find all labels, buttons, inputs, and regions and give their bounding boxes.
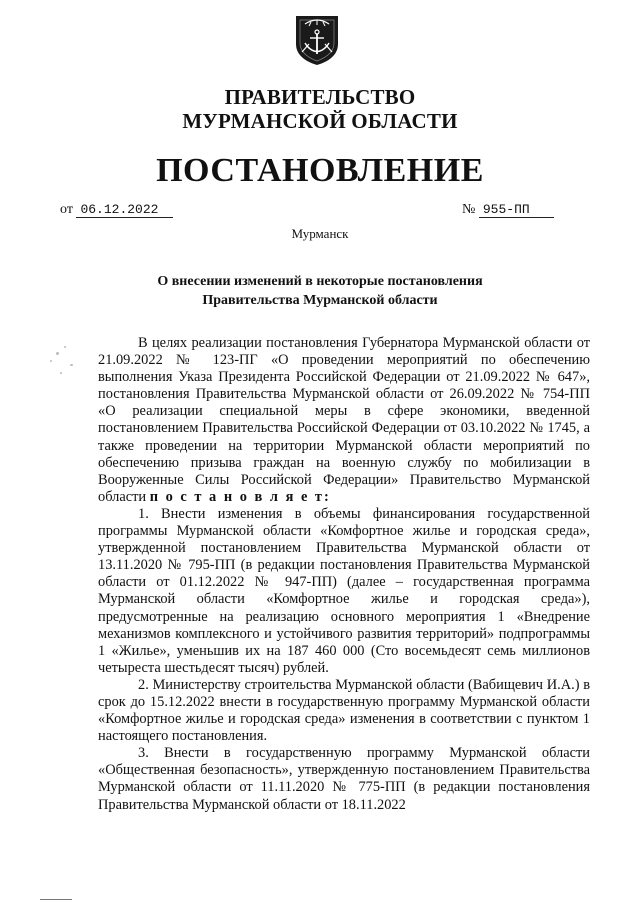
paragraph-item-3: 3. Внести в государственную программу Мурманской области «Общественная безопасность», утвержденную постановлением Правительства Мурманской области от 11.11.2020 № 775-ПП (в редакции постановления Правительства Мурманской области от 18.11.2022 [98, 745, 590, 813]
document-type: ПОСТАНОВЛЕНИЕ [156, 152, 484, 189]
number-value: 955-ПП [479, 202, 554, 218]
subject-line-1: О внесении изменений в некоторые постановления [157, 274, 483, 289]
document-number [462, 202, 554, 218]
paragraph-item-1: 1. Внести изменения в объемы финансирования государственной программы Мурманской области «Комфортное жилье и городская среда», утвержденной постановлением Правительства Мурманской области от 13.11.2020 № 795-ПП (в редакции постановления Правительства Мурманской области от 01.12.2022 № 947-ПП) (далее – государственная программа Мурманской области «Комфортное жилье и городская среда»), предусмотренные на реализацию основного мероприятия 1 «Внедрение механизмов комплексного и устойчивого развития территорий» подпрограммы 1 «Жилье», уменьшив их на 187 460 000 (Сто восемьдесят семь миллионов четыреста шестьдесят тысяч) рублей. [98, 505, 590, 676]
preamble-text: В целях реализации постановления Губернатора Мурманской области от 21.09.2022 № 123-ПГ «О проведении мероприятий по обеспечению выполнения Указа Президента Российской Федерации от 21.09.2022 № 647», постановления Правительства Мурманской области от 26.09.2022 № 754-ПП «О реализации специальной меры в сфере экономики, введенной постановлением Правительства Российской Федерации от 03.10.2022 № 1745, а также проведении на территории Мурманской области мероприятий по обеспечению призыва граждан на военную службу по мобилизации в Вооруженные Силы Российской Федерации» Правительство Мурманской области [98, 335, 590, 505]
resolution-verb: п о с т а н о в л я е т: [149, 488, 331, 505]
number-prefix: № [462, 202, 476, 217]
document-subject [120, 272, 520, 310]
date-prefix: от [60, 202, 73, 217]
subject-line-2: Правительства Мурманской области [202, 293, 438, 308]
document-date [60, 202, 173, 218]
city-name: Мурманск [291, 226, 349, 241]
date-value: 06.12.2022 [76, 202, 173, 218]
organization-region: МУРМАНСКОЙ ОБЛАСТИ [182, 109, 458, 133]
coat-of-arms-icon [293, 14, 341, 66]
page-edge-mark [40, 899, 72, 900]
paragraph-item-2: 2. Министерству строительства Мурманской области (Вабищевич И.А.) в срок до 15.12.2022 внести в государственную программу Мурманской области «Комфортное жилье и городская среда» изменения в соответствии с пунктом 1 настоящего постановления. [98, 676, 590, 745]
organization-name: ПРАВИТЕЛЬСТВО [224, 85, 416, 109]
document-body [98, 335, 590, 814]
paragraph-preamble [98, 335, 590, 506]
